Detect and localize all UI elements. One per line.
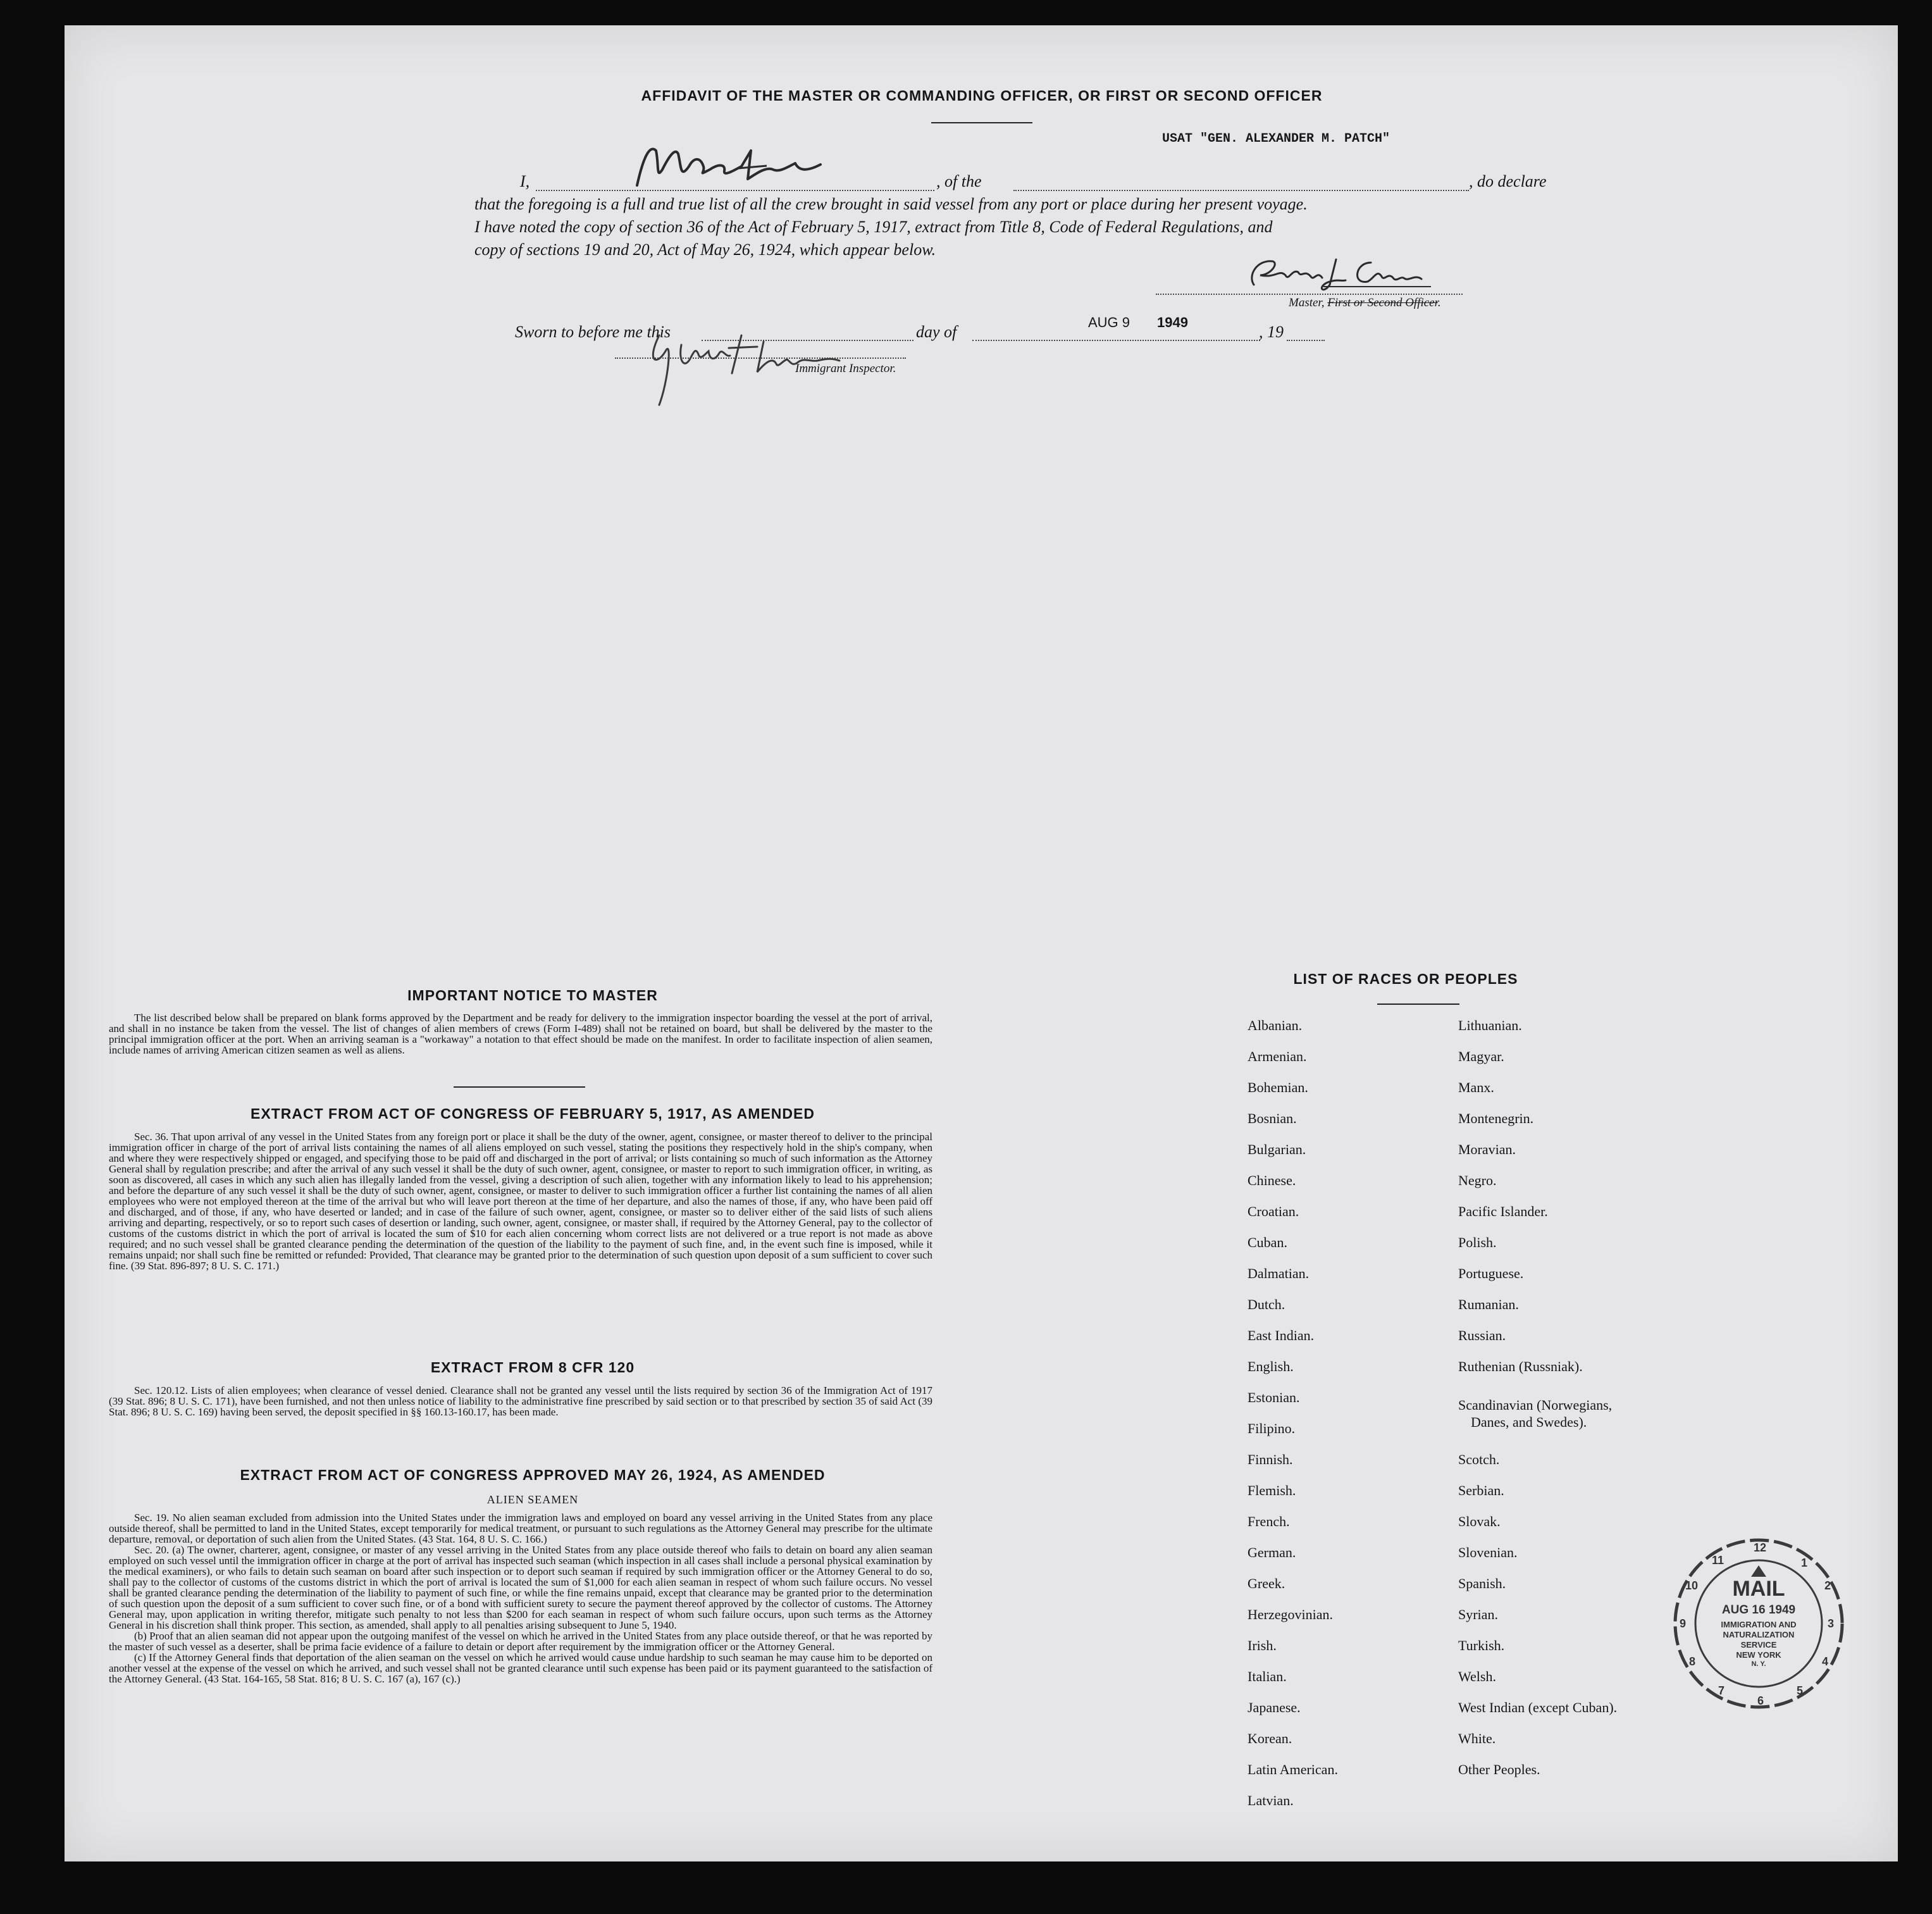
- stamp-ring-number: 2: [1824, 1579, 1831, 1592]
- affidavit-body-line-3: copy of sections 19 and 20, Act of May 26, 1924, which appear below.: [474, 240, 936, 259]
- race-item: Polish.: [1458, 1234, 1497, 1250]
- sec-20a-text: Sec. 20. (a) The owner, charterer, agent, consignee, or master of any vessel arriving in the United States from any place outside thereof who fails to detain on board any alien seaman employed on such vessel until the immigration officer in charge at the port of arrival has inspected such seaman (which inspection in all cases shall include a personal physical examination by the medical examiners), or who fails to detain such seaman on board after such inspection or to deport such seaman if required by such immigration officer or the Attorney General to do so, shall pay to the collector of customs of the customs district in which the port of arrival is located the sum of $1,000 for each alien seaman in respect of whom such failure occurs. No vessel shall be granted clearance pending the determination of the liability to payment of such fine, or while the fine remains unpaid, except that clearance may be granted prior to the determination of such question upon the deposit of a sum sufficient to cover such fine, or of a bond with sufficient surety to secure the payment thereof approved by the collector of customs. The Attorney General may, upon application in writing therefor, mitigate such penalty to not less than $200 for each seaman in respect of whom such failure occurs, upon such terms as the Attorney General in his discretion shall think proper. This section, as amended, shall apply to all penalties arising subsequent to June 5, 1940.: [109, 1544, 932, 1631]
- day-of-label: day of: [916, 323, 957, 341]
- struck-officer-label: First or Second Officer: [1327, 296, 1438, 309]
- sec-20c-text: (c) If the Attorney General finds that deportation of the alien seaman on the vessel on which he arrived would cause undue hardship to such seaman he may cause him to be deported on another vessel at the expense of the vessel on which he arrived, and such vessel shall not be granted clearance until such expense has been paid or its payment guaranteed to the satisfaction of the Attorney General. (43 Stat. 164-165, 58 Stat. 816; 8 U. S. C. 167 (a), 167 (c).): [109, 1651, 932, 1685]
- extract-1924-block: [109, 1512, 932, 1684]
- race-item: Slovak.: [1458, 1513, 1501, 1529]
- of-the-label: , of the: [936, 172, 982, 190]
- extract-cfr-text: Sec. 120.12. Lists of alien employees; when clearance of vessel denied. Clearance shall not be granted any vessel until the lists required by section 36 of the Immigration Act of 1917 (39 Stat. 896; 8 U. S. C. 171), have been furnished, and not then unless notice of liability to the administrative fine prescribed by said section or to that prescribed by section 35 of said Act (39 Stat. 896; 8 U. S. C. 169) having been served, the deposit specified in §§ 160.13-160.17, has been made.: [109, 1384, 932, 1418]
- race-item: East Indian.: [1248, 1327, 1315, 1343]
- extract-1917-title: EXTRACT FROM ACT OF CONGRESS OF FEBRUARY 5, 1917, AS AMENDED: [251, 1105, 815, 1122]
- notice-title: IMPORTANT NOTICE TO MASTER: [407, 987, 658, 1004]
- race-item: Japanese.: [1248, 1700, 1301, 1715]
- stamp-ring-number: 8: [1689, 1655, 1696, 1668]
- race-item: West Indian (except Cuban).: [1458, 1700, 1618, 1715]
- master-label: Master,: [1289, 296, 1325, 309]
- race-item: Danes, and Swedes).: [1471, 1414, 1587, 1430]
- stamp-line-2: NATURALIZATION: [1723, 1630, 1795, 1639]
- stamp-ring-number: 5: [1797, 1684, 1804, 1697]
- race-item: Moravian.: [1458, 1141, 1516, 1157]
- race-item: Bulgarian.: [1248, 1141, 1306, 1157]
- race-item: Ruthenian (Russniak).: [1458, 1358, 1583, 1374]
- race-item: Flemish.: [1248, 1482, 1296, 1498]
- i-label: I,: [520, 172, 530, 190]
- race-item: Welsh.: [1458, 1669, 1496, 1684]
- race-item: German.: [1248, 1544, 1296, 1560]
- race-item: Italian.: [1248, 1669, 1287, 1684]
- stamp-word: MAIL: [1732, 1577, 1785, 1601]
- race-item: Montenegrin.: [1458, 1110, 1534, 1126]
- races-title: LIST OF RACES OR PEOPLES: [1293, 971, 1518, 987]
- race-item: Syrian.: [1458, 1606, 1498, 1622]
- stamp-ring-number: 9: [1680, 1617, 1687, 1630]
- race-item: Scotch.: [1458, 1451, 1500, 1467]
- label-period: .: [1437, 296, 1441, 309]
- race-item: Lithuanian.: [1458, 1017, 1522, 1033]
- race-item: Portuguese.: [1458, 1265, 1524, 1281]
- extract-cfr-block: [109, 1385, 932, 1417]
- alien-seamen-subtitle: ALIEN SEAMEN: [486, 1493, 579, 1506]
- extract-1917-block: [109, 1131, 932, 1271]
- year-line: [1287, 340, 1325, 341]
- race-item: Irish.: [1248, 1637, 1277, 1653]
- sworn-month-line: [972, 340, 1260, 341]
- sec-19-text: Sec. 19. No alien seaman excluded from admission into the United States under the immigration laws and employed on board any vessel arriving in the United States from any place outside thereof, shall be permitted to land in the United States, except temporarily for medical treatment, or pursuant to such regulations as the Attorney General may prescribe for the ultimate departure, removal, or deportation of such alien from the United States. (43 Stat. 164, 8 U. S. C. 166.): [109, 1512, 932, 1545]
- race-item: Korean.: [1248, 1731, 1292, 1746]
- do-declare-label: , do declare: [1469, 172, 1547, 190]
- vessel-name: USAT "GEN. ALEXANDER M. PATCH": [1162, 132, 1390, 146]
- date-stamp: AUG 9: [1088, 314, 1130, 330]
- race-item: Slovenian.: [1458, 1544, 1518, 1560]
- stamp-date: AUG 16 1949: [1721, 1603, 1796, 1617]
- race-item: Dalmatian.: [1248, 1265, 1310, 1281]
- inspector-line: [615, 357, 906, 359]
- stamp-ring-number: 3: [1828, 1617, 1835, 1630]
- stamp-line-1: IMMIGRATION AND: [1721, 1620, 1797, 1629]
- year-stamp: 1949: [1157, 314, 1188, 330]
- race-item: Cuban.: [1248, 1234, 1287, 1250]
- race-item: Bosnian.: [1248, 1110, 1297, 1126]
- extract-cfr-title: EXTRACT FROM 8 CFR 120: [430, 1359, 635, 1376]
- race-item: Scandinavian (Norwegians,: [1458, 1397, 1613, 1413]
- notice-rule: [454, 1086, 585, 1088]
- stamp-ring-number: 6: [1757, 1694, 1764, 1707]
- race-item: Filipino.: [1248, 1420, 1296, 1436]
- stamp-line-4: NEW YORK: [1736, 1650, 1781, 1660]
- race-item: Other Peoples.: [1458, 1762, 1540, 1777]
- affidavit-body-line-1: that the foregoing is a full and true list of all the crew brought in said vessel from any port or place during her present voyage.: [474, 195, 1308, 213]
- handwritten-name: [631, 132, 839, 195]
- notice-text: The list described below shall be prepared on blank forms approved by the Department and be ready for delivery to the immigration inspector boarding the vessel at the port of arrival, and shall in no instance be taken from the vessel. The list of changes of alien members of crews (Form I-489) shall not be retained on board, but shall be delivered by the master to the principal immigration officer at the port. When an arriving seaman is a "workaway" a notation to that effect should be made on the manifest. In order to facilitate inspection of alien seamen, include names of arriving American citizen seamen as well as aliens.: [109, 1012, 932, 1056]
- race-item: Bohemian.: [1248, 1079, 1308, 1095]
- signature-line: [1156, 294, 1463, 295]
- race-item: Serbian.: [1458, 1482, 1504, 1498]
- race-item: Magyar.: [1458, 1048, 1504, 1064]
- stamp-ring-number: 4: [1822, 1655, 1829, 1668]
- race-item: White.: [1458, 1731, 1496, 1746]
- race-item: Turkish.: [1458, 1637, 1505, 1653]
- race-item: Herzegovinian.: [1248, 1606, 1333, 1622]
- races-rule: [1377, 1004, 1459, 1005]
- race-item: Greek.: [1248, 1575, 1285, 1591]
- stamp-ring-number: 1: [1801, 1557, 1808, 1569]
- year-prefix-label: , 19: [1259, 323, 1284, 341]
- master-label-group: [1289, 296, 1441, 310]
- sworn-label: Sworn to before me this: [515, 323, 671, 341]
- extract-1924-title: EXTRACT FROM ACT OF CONGRESS APPROVED MAY 26, 1924, AS AMENDED: [240, 1467, 826, 1483]
- stamp-ring-number: 10: [1685, 1579, 1699, 1592]
- race-item: Pacific Islander.: [1458, 1203, 1548, 1219]
- affidavit-body-line-2: I have noted the copy of section 36 of the Act of February 5, 1917, extract from Title 8, Code of Federal Regulations, and: [474, 218, 1273, 236]
- title-rule: [931, 122, 1032, 123]
- race-item: Rumanian.: [1458, 1296, 1519, 1312]
- race-item: French.: [1248, 1513, 1290, 1529]
- stamp-ring-number: 12: [1754, 1541, 1767, 1554]
- race-item: Chinese.: [1248, 1172, 1296, 1188]
- race-item: Latvian.: [1248, 1793, 1294, 1808]
- stamp-line-3: SERVICE: [1740, 1640, 1777, 1650]
- document-page: [65, 25, 1898, 1861]
- race-item: Albanian.: [1248, 1017, 1303, 1033]
- race-item: Finnish.: [1248, 1451, 1293, 1467]
- race-item: Spanish.: [1458, 1575, 1506, 1591]
- inspector-label: Immigrant Inspector.: [795, 362, 896, 375]
- race-item: Manx.: [1458, 1079, 1494, 1095]
- race-item: Dutch.: [1248, 1296, 1285, 1312]
- race-item: Estonian.: [1248, 1389, 1300, 1405]
- vessel-line: [1013, 190, 1469, 191]
- notice-text-block: [109, 1012, 932, 1055]
- race-item: Russian.: [1458, 1327, 1506, 1343]
- race-item: Negro.: [1458, 1172, 1497, 1188]
- stamp-line-5: N. Y.: [1751, 1660, 1766, 1668]
- affidavit-title: AFFIDAVIT OF THE MASTER OR COMMANDING OFFICER, OR FIRST OR SECOND OFFICER: [641, 87, 1323, 104]
- mail-stamp: [1670, 1535, 1847, 1712]
- race-item: English.: [1248, 1358, 1294, 1374]
- sec-20b-text: (b) Proof that an alien seaman did not appear upon the outgoing manifest of the vessel on which he arrived in the United States from any place outside thereof, or that he was reported by the master of such vessel as a deserter, shall be prima facie evidence of a failure to detain or deport after requirement by the immigration officer or the Attorney General.: [109, 1630, 932, 1653]
- race-item: Croatian.: [1248, 1203, 1299, 1219]
- race-item: Latin American.: [1248, 1762, 1338, 1777]
- master-signature: [1241, 250, 1463, 301]
- extract-1917-text: Sec. 36. That upon arrival of any vessel in the United States from any foreign port or place it shall be the duty of the owner, agent, consignee, or master thereof to deliver to the principal immigration officer in charge of the port of arrival lists containing the names of all aliens employed on such vessel, stating the positions they respectively hold in the ship's company, when and where they were respectively shipped or engaged, and specifying those to be paid off and discharged in the port of arrival; or lists containing so much of such information as the Attorney General shall by regulation prescribe; and after the arrival of any such vessel it shall be the duty of such owner, agent, consignee, or master to report to such immigration officer, in writing, as soon as discovered, all cases in which any such alien has illegally landed from the vessel, giving a description of such alien, together with any information likely to lead to his apprehension; and before the departure of any such vessel it shall be the duty of such owner, agent, consignee, or master to deliver to such immigration officer a further list containing the names of all alien employees who were not employed thereon at the time of the arrival but who will leave port thereon at the time of her departure, and also the names of those, if any, who have been paid off and discharged, and of those, if any, who have deserted or landed; and in case of the failure of such owner, agent, consignee, or master so to deliver either of the said lists of such aliens arriving and departing, respectively, or so to report such cases of desertion or landing, such owner, agent, consignee, or master shall, if required by the Attorney General, pay to the collector of customs of the customs district in which the port of arrival is located the sum of $10 for each alien concerning whom correct lists are not delivered or a true report is not made as above required; and no such vessel shall be granted clearance pending the determination of the question of the liability to the payment of such fine, and, in the event such fine is imposed, while it remains unpaid; nor shall such fine be remitted or refunded: Provided, That clearance may be granted prior to the determination of such question upon deposit of a sum sufficient to cover such fine. (39 Stat. 896-897; 8 U. S. C. 171.): [109, 1131, 932, 1272]
- race-item: Armenian.: [1248, 1048, 1307, 1064]
- stamp-ring-number: 7: [1718, 1684, 1725, 1697]
- stamp-ring-number: 11: [1712, 1554, 1725, 1567]
